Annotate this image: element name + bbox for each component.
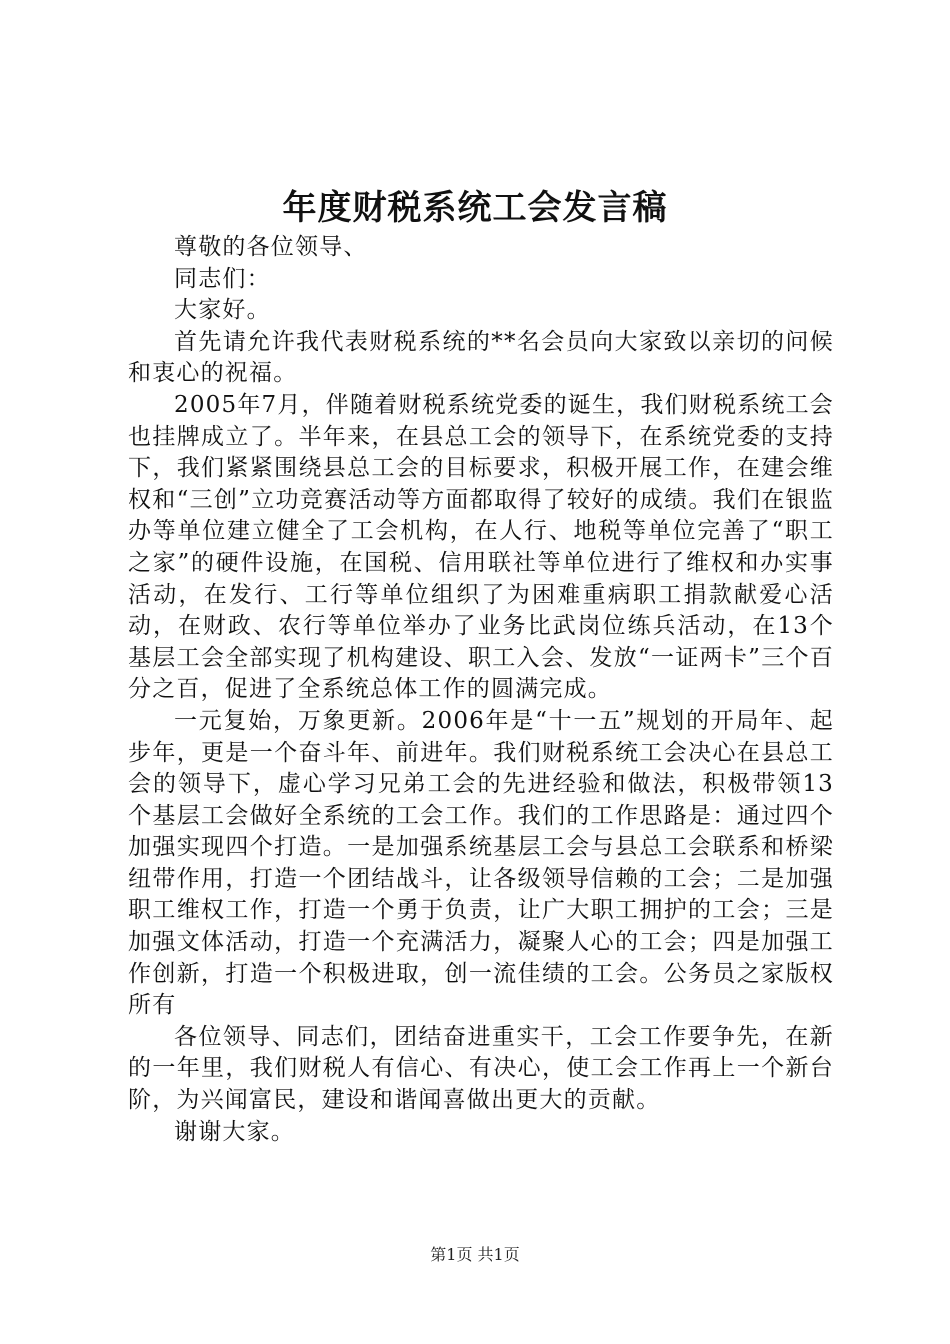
paragraph-plans: 一元复始，万象更新。2006年是“十一五”规划的开局年、起步年，更是一个奋斗年、前进年。我们财税系统工会决心在县总工会的领导下，虚心学习兄弟工会的先进经验和做法，积极带领13个基层工会做好全系统的工会工作。我们的工作思路是：通过四个加强实现四个打造。一是加强系统基层工会与县总工会联系和桥梁纽带作用，打造一个团结战斗，让各级领导信赖的工会；二是加强职工维权工作，打造一个勇于负责，让广大职工拥护的工会；三是加强文体活动，打造一个充满活力，凝聚人心的工会；四是加强工作创新，打造一个积极进取，创一流佳绩的工会。公务员之家版权所有 <box>128 707 834 1019</box>
paragraph-closing: 各位领导、同志们，团结奋进重实干，工会工作要争先，在新的一年里，我们财税人有信心、有决心，使工会工作再上一个新台阶，为兴闻富民，建设和谐闻喜做出更大的贡献。 <box>128 1023 834 1114</box>
salutation-line-1: 尊敬的各位领导、 <box>174 234 368 260</box>
greeting-line: 大家好。 <box>174 297 271 324</box>
document-title: 年度财税系统工会发言稿 <box>282 188 668 228</box>
paragraph-achievements: 2005年7月，伴随着财税系统党委的诞生，我们财税系统工会也挂牌成立了。半年来，在县总工会的领导下，在系统党委的支持下，我们紧紧围绕县总工会的目标要求，积极开展工作，在建会维权和“三创”立功竞赛活动等方面都取得了较好的成绩。我们在银监办等单位建立健全了工会机构，在人行、地税等单位完善了“职工之家”的硬件设施，在国税、信用联社等单位进行了维权和办实事活动，在发行、工行等单位组织了为困难重病职工捐款献爱心活动，在财政、农行等单位举办了业务比武岗位练兵活动，在13个基层工会全部实现了机构建设、职工入会、发放“一证两卡”三个百分之百，促进了全系统总体工作的圆满完成。 <box>128 391 834 703</box>
paragraph-opening: 首先请允许我代表财税系统的**名会员向大家致以亲切的问候和衷心的祝福。 <box>128 328 834 387</box>
page-number-footer: 第1页 共1页 <box>430 1245 520 1264</box>
thanks-line: 谢谢大家。 <box>174 1118 295 1145</box>
salutation-line-2: 同志们： <box>174 265 271 292</box>
document-body <box>128 232 834 1148</box>
